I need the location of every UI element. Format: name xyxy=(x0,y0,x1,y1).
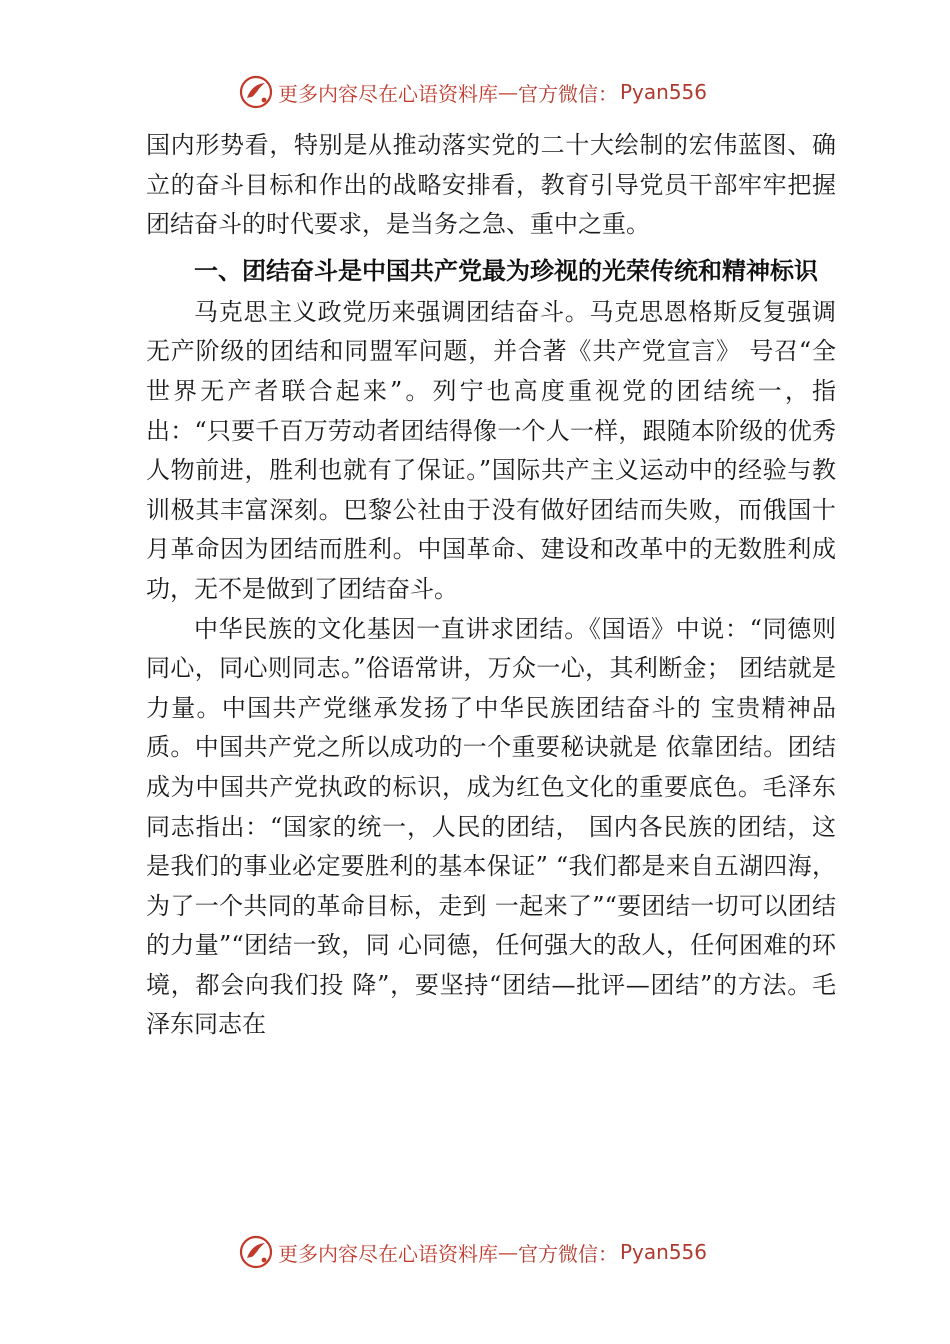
library-logo-icon xyxy=(238,1234,274,1270)
document-body xyxy=(146,126,836,1045)
banner-dash: — xyxy=(498,80,518,104)
body-paragraph-1: 马克思主义政党历来强调团结奋斗。马克思恩格斯反复强调无产阶级的团结和同盟军问题，并合著《共产党宣言》 号召“全世界无产者联合起来”。列宁也高度重视党的团结统一，指出：“只要千百万劳动者团结得像一个人一样，跟随本阶级的优秀人物前进，胜利也就有了保证。”国际共产主义运动中的经验与教训极其丰富深刻。巴黎公社由于没有做好团结而失败，而俄国十月革命因为团结而胜利。中国革命、建设和改革中的无数胜利成功，无不是做到了团结奋斗。 xyxy=(146,297,836,603)
banner-wechat-label: 官方微信： xyxy=(518,1241,618,1266)
banner-brand: 更多内容尽在心语资料库 xyxy=(278,1241,498,1266)
banner-dash: — xyxy=(498,1240,518,1264)
library-logo-icon xyxy=(238,74,274,110)
banner-wechat-handle: Pyan556 xyxy=(620,80,708,104)
section-heading: 一、团结奋斗是中国共产党最为珍视的光荣传统和精神标识 xyxy=(194,256,818,285)
footer-watermark xyxy=(238,1232,758,1272)
body-paragraph-2: 中华民族的文化基因一直讲求团结。《国语》中说：“同德则同心，同心则同志。”俗语常讲，万众一心，其利断金； 团结就是力量。中国共产党继承发扬了中华民族团结奋斗的 宝贵精神品质。中国共产党之所以成功的一个重要秘诀就是 依靠团结。团结成为中国共产党执政的标识，成为红色文化的重要底色。毛泽东同志指出：“国家的统一，人民的团结， 国内各民族的团结，这是我们的事业必定要胜利的基本保证” “我们都是来自五湖四海，为了一个共同的革命目标，走到 一起来了”“要团结一切可以团结的力量”“团结一致，同 心同德，任何强大的敌人，任何困难的环境，都会向我们投 降”，要坚持“团结—批评—团结”的方法。毛泽东同志在 xyxy=(146,614,836,1039)
continuation-paragraph: 国内形势看，特别是从推动落实党的二十大绘制的宏伟蓝图、确立的奋斗目标和作出的战略安排看，教育引导党员干部牢牢把握团结奋斗的时代要求，是当务之急、重中之重。 xyxy=(146,131,836,239)
banner-wechat-handle: Pyan556 xyxy=(620,1240,708,1264)
header-watermark xyxy=(238,72,758,112)
banner-wechat-label: 官方微信： xyxy=(518,81,618,106)
banner-brand: 更多内容尽在心语资料库 xyxy=(278,81,498,106)
